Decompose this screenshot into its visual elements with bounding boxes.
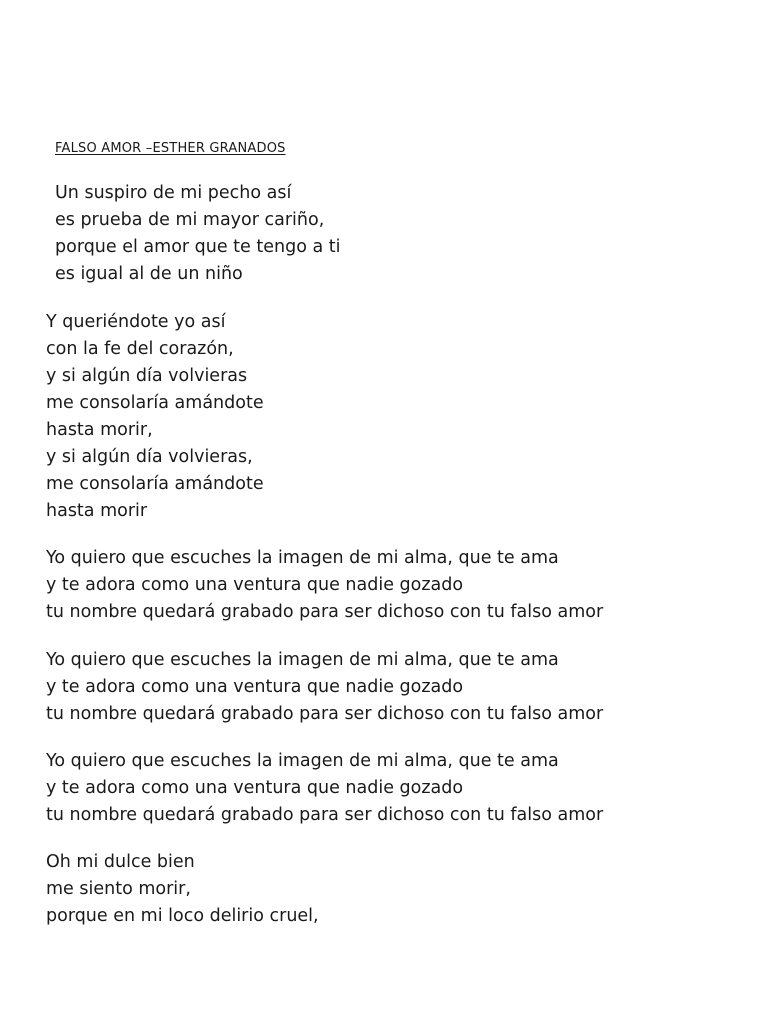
- lyric-line: me consolaría amándote: [46, 393, 264, 413]
- lyric-line: Yo quiero que escuches la imagen de mi alma, que te ama: [46, 751, 559, 771]
- lyric-line: hasta morir: [46, 501, 148, 521]
- lyric-line: hasta morir,: [46, 420, 153, 440]
- lyric-line: me consolaría amándote: [46, 474, 264, 494]
- stanza-5: [46, 748, 603, 829]
- lyric-line: tu nombre quedará grabado para ser dichoso con tu falso amor: [46, 602, 604, 622]
- lyric-line: Y queriéndote yo así: [46, 312, 226, 332]
- stanza-2: [46, 309, 264, 525]
- lyric-line: Yo quiero que escuches la imagen de mi alma, que te ama: [46, 548, 559, 568]
- lyric-line: con la fe del corazón,: [46, 339, 234, 359]
- lyric-line: y si algún día volvieras,: [46, 447, 253, 467]
- lyric-line: es prueba de mi mayor cariño,: [55, 210, 325, 230]
- lyric-line: Oh mi dulce bien: [46, 852, 195, 872]
- stanza-1: [55, 180, 341, 288]
- song-title: FALSO AMOR –ESTHER GRANADOS: [55, 141, 286, 156]
- lyric-line: tu nombre quedará grabado para ser dichoso con tu falso amor: [46, 704, 604, 724]
- lyric-line: es igual al de un niño: [55, 264, 243, 284]
- lyric-line: porque en mi loco delirio cruel,: [46, 906, 319, 926]
- stanza-4: [46, 647, 603, 728]
- lyric-line: y si algún día volvieras: [46, 366, 248, 386]
- lyric-line: y te adora como una ventura que nadie gozado: [46, 575, 464, 595]
- lyric-line: y te adora como una ventura que nadie gozado: [46, 778, 464, 798]
- lyric-line: tu nombre quedará grabado para ser dichoso con tu falso amor: [46, 805, 604, 825]
- stanza-6: [46, 849, 319, 930]
- lyric-line: Un suspiro de mi pecho así: [55, 183, 292, 203]
- lyric-line: me siento morir,: [46, 879, 191, 899]
- lyric-line: porque el amor que te tengo a ti: [55, 237, 341, 257]
- lyric-line: Yo quiero que escuches la imagen de mi alma, que te ama: [46, 650, 559, 670]
- lyric-line: y te adora como una ventura que nadie gozado: [46, 677, 464, 697]
- stanza-3: [46, 545, 603, 626]
